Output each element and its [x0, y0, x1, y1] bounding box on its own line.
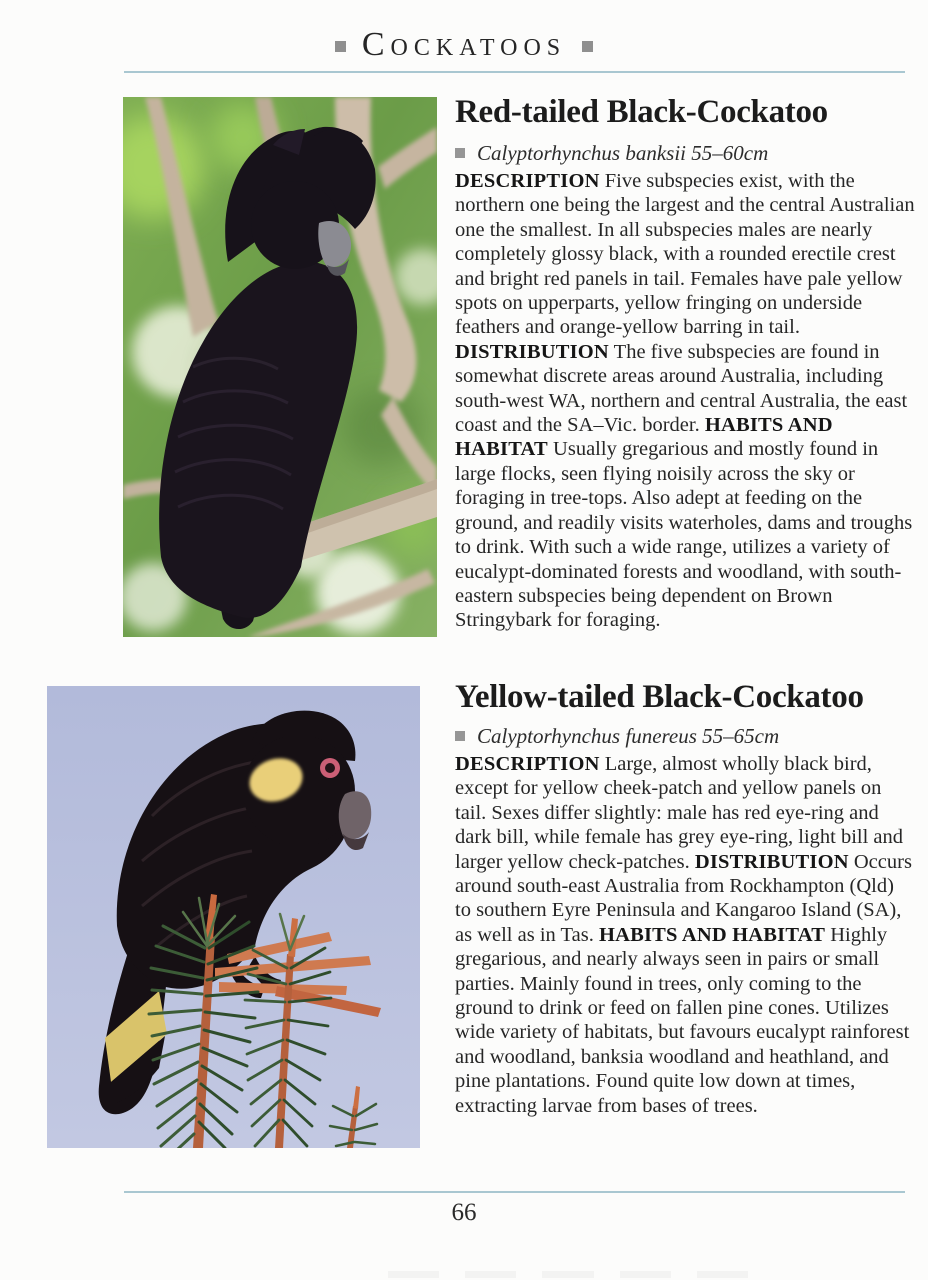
section-text: Usually gregarious and mostly found in large flocks, seen flying noisily across the sky or foraging in tree-tops. Also adept at feeding on the ground, and readily visits waterholes, dams and troughs to drink. With such a wide range, utilizes a variety of eucalypt-dominated forests and woodland, with south-eastern subspecies being dependent on Brown Stringybark for foraging. — [455, 438, 913, 632]
section-label-habits: HABITS AND HABITAT — [598, 923, 826, 946]
running-head — [0, 26, 928, 64]
section-label-description: DESCRIPTION — [455, 170, 600, 192]
section-label-habits: HABITS AND HABITAT — [455, 414, 833, 461]
section-text: Large, almost wholly black bird, except for yellow cheek-patch and yellow panels on tail. Sexes differ slightly: male has red eye-ring and dark bill, while female has grey eye-ring, light bill and larger yellow check-patches. — [455, 753, 904, 873]
species-square-icon — [455, 148, 465, 158]
entry-body-yellow-tailed — [455, 752, 915, 1118]
header-square-icon — [582, 41, 593, 52]
header-rule — [124, 71, 905, 73]
species-size: 55–60cm — [691, 141, 769, 165]
header-square-icon — [335, 41, 346, 52]
section-label-distribution: DISTRIBUTION — [455, 340, 609, 363]
red-tailed-black-cockatoo-photo — [123, 97, 437, 637]
yellow-tailed-black-cockatoo-photo — [47, 686, 420, 1148]
species-line-red-tailed — [455, 141, 920, 166]
running-head-title: Cockatoos — [361, 26, 567, 63]
entry-body-red-tailed — [455, 169, 915, 633]
footer-rule — [124, 1191, 905, 1193]
section-text: Five subspecies exist, with the northern one being the largest and the central Australian one the smallest. In all subspecies males are nearly completely glossy black, with a rounded erectile crest and bright red panels in tail. Females have pale yellow spots on upperparts, yellow fringing on underside feathers and orange-yellow barring in tail. — [455, 170, 915, 339]
page-number: 66 — [451, 1199, 477, 1226]
section-text: Highly gregarious, and nearly always seen in pairs or small parties. Mainly found in trees, only coming to the ground to drink or feed on fallen pine cones. Utilizes wide variety of habitats, but favours eucalypt rainforest and woodland, banksia woodland and heathland, and pine plantations. Found quite low down at times, extracting larvae from bases of trees. — [455, 923, 910, 1117]
entry-title-yellow-tailed: Yellow-tailed Black-Cockatoo — [455, 679, 864, 715]
species-name: Calyptorhynchus banksii — [477, 141, 687, 165]
species-square-icon — [455, 731, 465, 741]
species-name: Calyptorhynchus funereus — [477, 724, 697, 748]
species-line-yellow-tailed — [455, 724, 920, 749]
section-label-distribution: DISTRIBUTION — [694, 850, 849, 873]
species-size: 55–65cm — [702, 724, 780, 748]
section-text: Occurs around south-east Australia from Rockhampton (Qld) to southern Eyre Peninsula and Kangaroo Island (SA), as well as in Tas. — [455, 850, 912, 946]
section-text: The five subspecies are found in somewhat discrete areas around Australia, including south-west WA, northern and central Australia, the east coast and the SA–Vic. border. — [455, 340, 908, 437]
entry-title-red-tailed: Red-tailed Black-Cockatoo — [455, 94, 828, 130]
section-label-description: DESCRIPTION — [455, 753, 600, 775]
print-bleed-marks — [388, 1271, 748, 1278]
